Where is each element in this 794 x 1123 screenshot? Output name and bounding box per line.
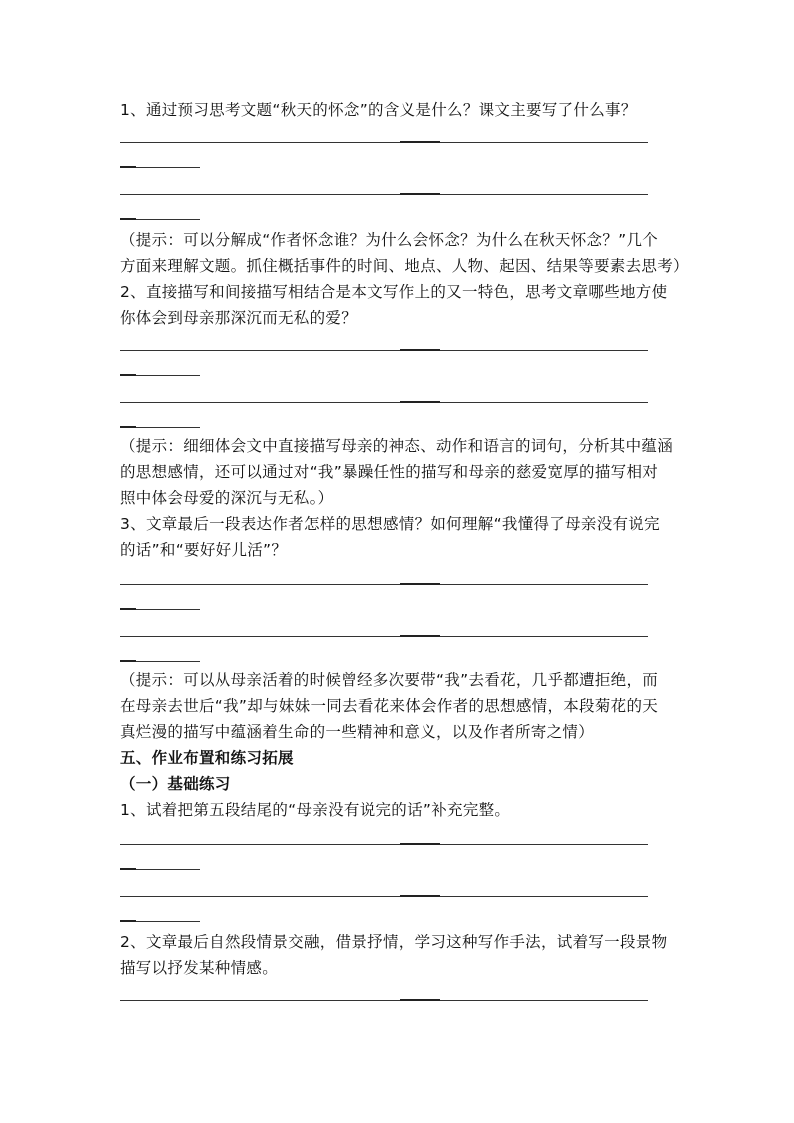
answer-line (120, 194, 648, 195)
question-3-line-1: 3、文章最后一段表达作者怎样的思想感情？如何理解“我懂得了母亲没有说完 (120, 515, 660, 533)
exercise-2-line-2: 描写以抒发某种情感。 (120, 959, 279, 977)
answer-line (120, 350, 648, 351)
answer-line-end (120, 609, 200, 610)
exercise-1-text: 1、试着把第五段结尾的“母亲没有说完的话”补充完整。 (120, 801, 511, 819)
answer-line (120, 636, 648, 637)
question-3-line-2: 的话”和“要好好儿活”？ (120, 541, 288, 559)
answer-line-end (120, 219, 200, 220)
exercise-2-line-1: 2、文章最后自然段情景交融，借景抒情，学习这种写作手法，试着写一段景物 (120, 933, 668, 951)
answer-line-end (120, 869, 200, 870)
answer-line (120, 1000, 648, 1001)
answer-line-end (120, 921, 200, 922)
answer-line-end (120, 427, 200, 428)
answer-line (120, 584, 648, 585)
answer-line-end (120, 661, 200, 662)
question-2-line-1: 2、直接描写和间接描写相结合是本文写作上的又一特色，思考文章哪些地方使 (120, 283, 668, 301)
hint-3-line-1: （提示：可以从母亲活着的时候曾经多次要带“我”去看花，几乎都遭拒绝，而 (120, 671, 659, 689)
hint-2-line-2: 的思想感情，还可以通过对“我”暴躁任性的描写和母亲的慈爱宽厚的描写相对 (120, 463, 659, 481)
hint-1-line-2: 方面来理解文题。抓住概括事件的时间、地点、人物、起因、结果等要素去思考） (120, 257, 689, 275)
question-1-text: 1、通过预习思考文题“秋天的怀念”的含义是什么？课文主要写了什么事？ (120, 101, 637, 119)
hint-3-line-3: 真烂漫的描写中蕴涵着生命的一些精神和意义，以及作者所寄之情） (120, 723, 595, 741)
hint-2-line-3: 照中体会母爱的深沉与无私。） (120, 489, 334, 507)
answer-line-end (120, 375, 200, 376)
question-2-line-2: 你体会到母亲那深沉而无私的爱？ (120, 309, 358, 327)
answer-line (120, 402, 648, 403)
section-title: 五、作业布置和练习拓展 (120, 749, 294, 767)
answer-line (120, 844, 648, 845)
answer-line-end (120, 167, 200, 168)
hint-3-line-2: 在母亲去世后“我”却与妹妹一同去看花来体会作者的思想感情，本段菊花的天 (120, 697, 659, 715)
answer-line (120, 896, 648, 897)
section-subtitle: （一）基础练习 (120, 775, 231, 793)
hint-2-line-1: （提示：细细体会文中直接描写母亲的神态、动作和语言的词句，分析其中蕴涵 (120, 437, 674, 455)
hint-1-line-1: （提示：可以分解成“作者怀念谁？为什么会怀念？为什么在秋天怀念？”几个 (120, 231, 659, 249)
answer-line (120, 142, 648, 143)
